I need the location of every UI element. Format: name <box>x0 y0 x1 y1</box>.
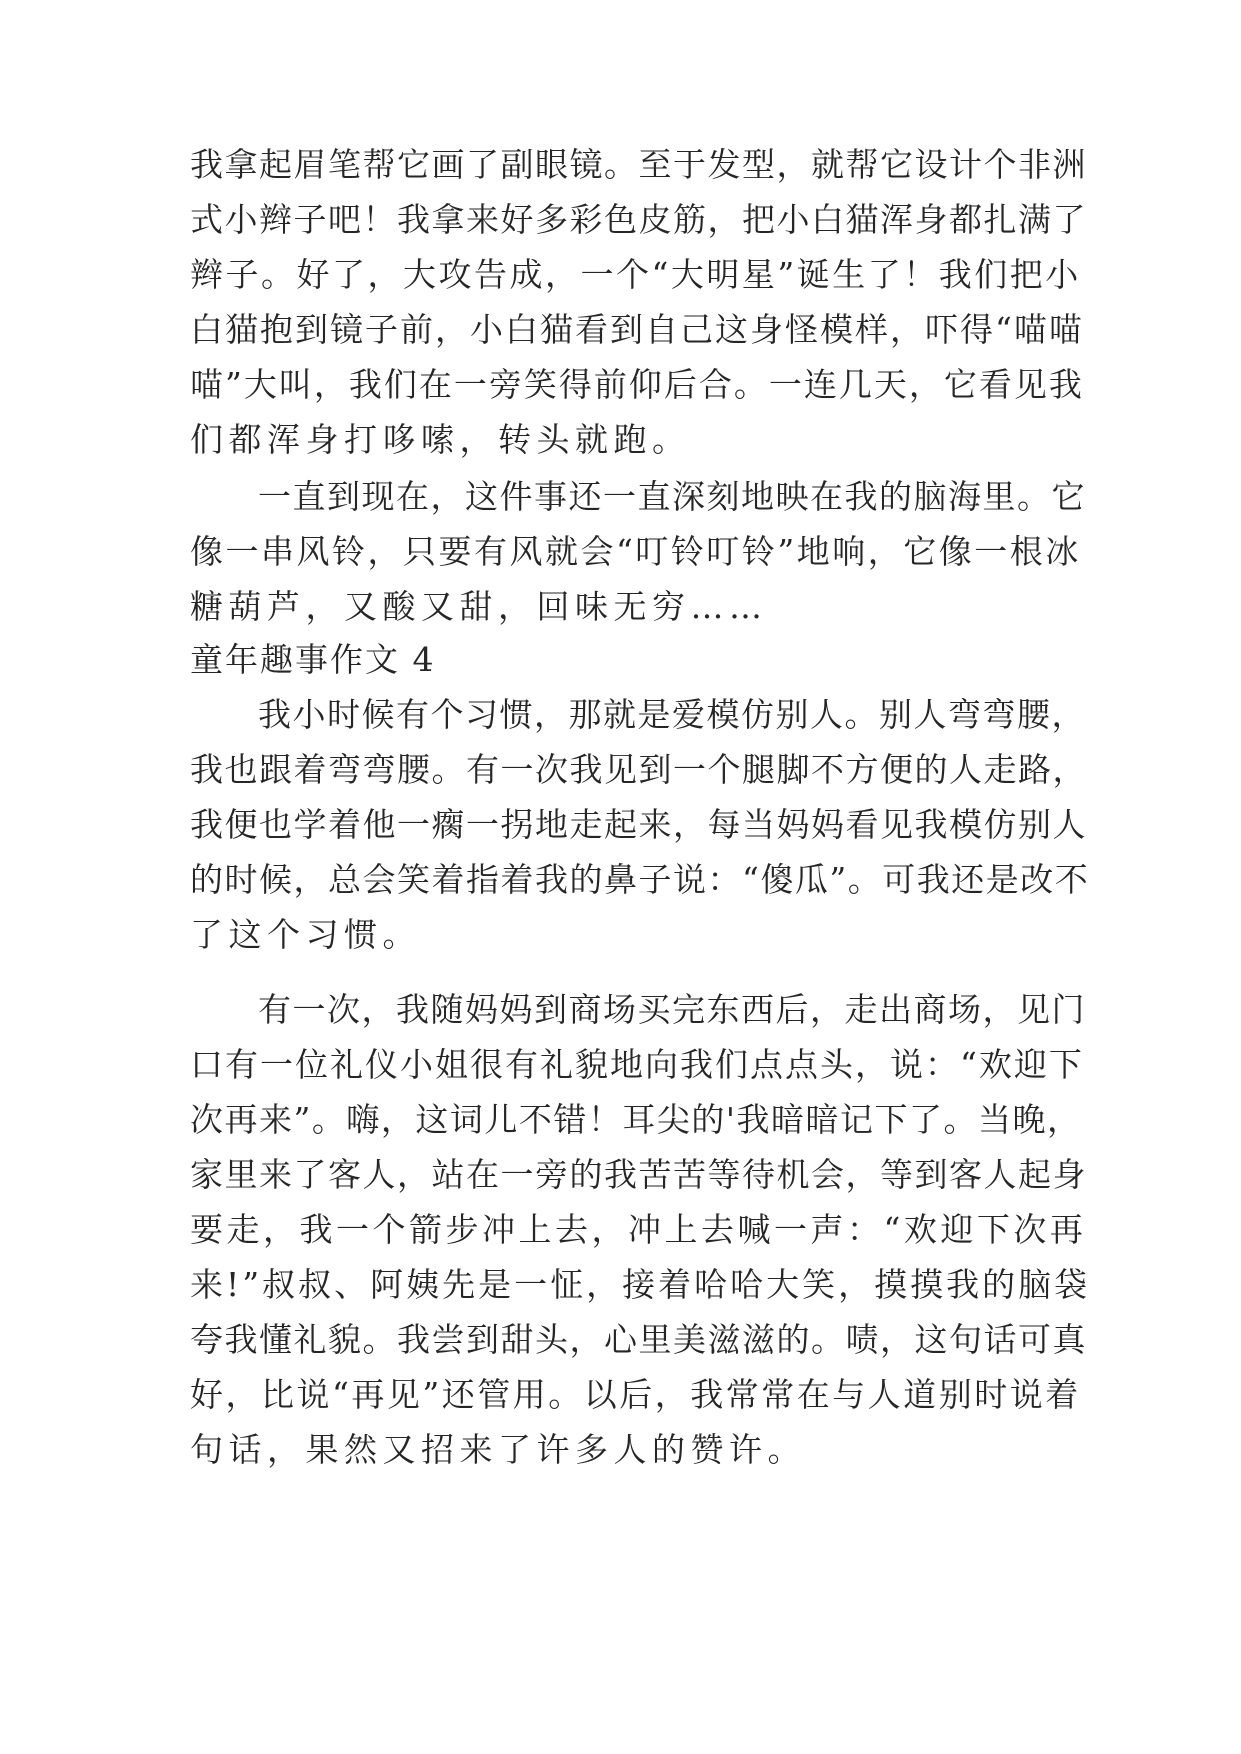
paragraph-4-line-8: 好，比说“再见”还管用。以后，我常常在与人道别时说着 <box>190 1375 1081 1414</box>
paragraph-4-line-1: 有一次，我随妈妈到商场买完东西后，走出商场，见门 <box>258 990 1086 1029</box>
paragraph-1-line-6: 们都浑身打哆嗦，转头就跑。 <box>190 420 691 459</box>
paragraph-4-line-9: 句话，果然又招来了许多人的赞许。 <box>190 1430 806 1469</box>
paragraph-4-line-3: 次再来”。嗨，这词儿不错！耳尖的'我暗暗记下了。当晚， <box>190 1100 1082 1139</box>
paragraph-4-line-6: 来!”叔叔、阿姨先是一怔，接着哈哈大笑，摸摸我的脑袋 <box>190 1265 1091 1304</box>
paragraph-4-line-2: 口有一位礼仪小姐很有礼貌地向我们点点头，说：“欢迎下 <box>190 1045 1084 1084</box>
paragraph-4-line-5: 要走，我一个箭步冲上去，冲上去喊一声：“欢迎下次再 <box>190 1210 1087 1249</box>
paragraph-3-line-5: 了这个习惯。 <box>190 915 421 954</box>
paragraph-1-line-2: 式小辫子吧！我拿来好多彩色皮筋，把小白猫浑身都扎满了 <box>190 200 1087 239</box>
paragraph-3-line-3: 我便也学着他一瘸一拐地走起来，每当妈妈看见我模仿别人 <box>190 805 1087 844</box>
paragraph-4-line-7: 夸我懂礼貌。我尝到甜头，心里美滋滋的。啧，这句话可真 <box>190 1320 1087 1359</box>
paragraph-2-line-2: 像一串风铃，只要有风就会“叮铃叮铃”地响，它像一根冰 <box>190 532 1081 571</box>
section-heading: 童年趣事作文 4 <box>190 640 436 679</box>
paragraph-2-line-1: 一直到现在，这件事还一直深刻地映在我的脑海里。它 <box>258 477 1086 516</box>
paragraph-3-line-2: 我也跟着弯弯腰。有一次我见到一个腿脚不方便的人走路， <box>190 750 1087 789</box>
paragraph-3-line-1: 我小时候有个习惯，那就是爱模仿别人。别人弯弯腰， <box>258 695 1086 734</box>
paragraph-1-line-4: 白猫抱到镜子前，小白猫看到自己这身怪模样，吓得“喵喵 <box>190 310 1084 349</box>
paragraph-3-line-4: 的时候，总会笑着指着我的鼻子说：“傻瓜”。可我还是改不 <box>190 860 1090 899</box>
paragraph-4-line-4: 家里来了客人，站在一旁的我苦苦等待机会，等到客人起身 <box>190 1155 1087 1194</box>
paragraph-1-line-5: 喵”大叫，我们在一旁笑得前仰后合。一连几天，它看见我 <box>190 365 1084 404</box>
paragraph-1-line-1: 我拿起眉笔帮它画了副眼镜。至于发型，就帮它设计个非洲 <box>190 145 1087 184</box>
paragraph-1-line-3: 辫子。好了，大攻告成，一个“大明星”诞生了！我们把小 <box>190 255 1081 294</box>
paragraph-2-line-3: 糖葫芦，又酸又甜，回味无穷…… <box>190 587 768 626</box>
